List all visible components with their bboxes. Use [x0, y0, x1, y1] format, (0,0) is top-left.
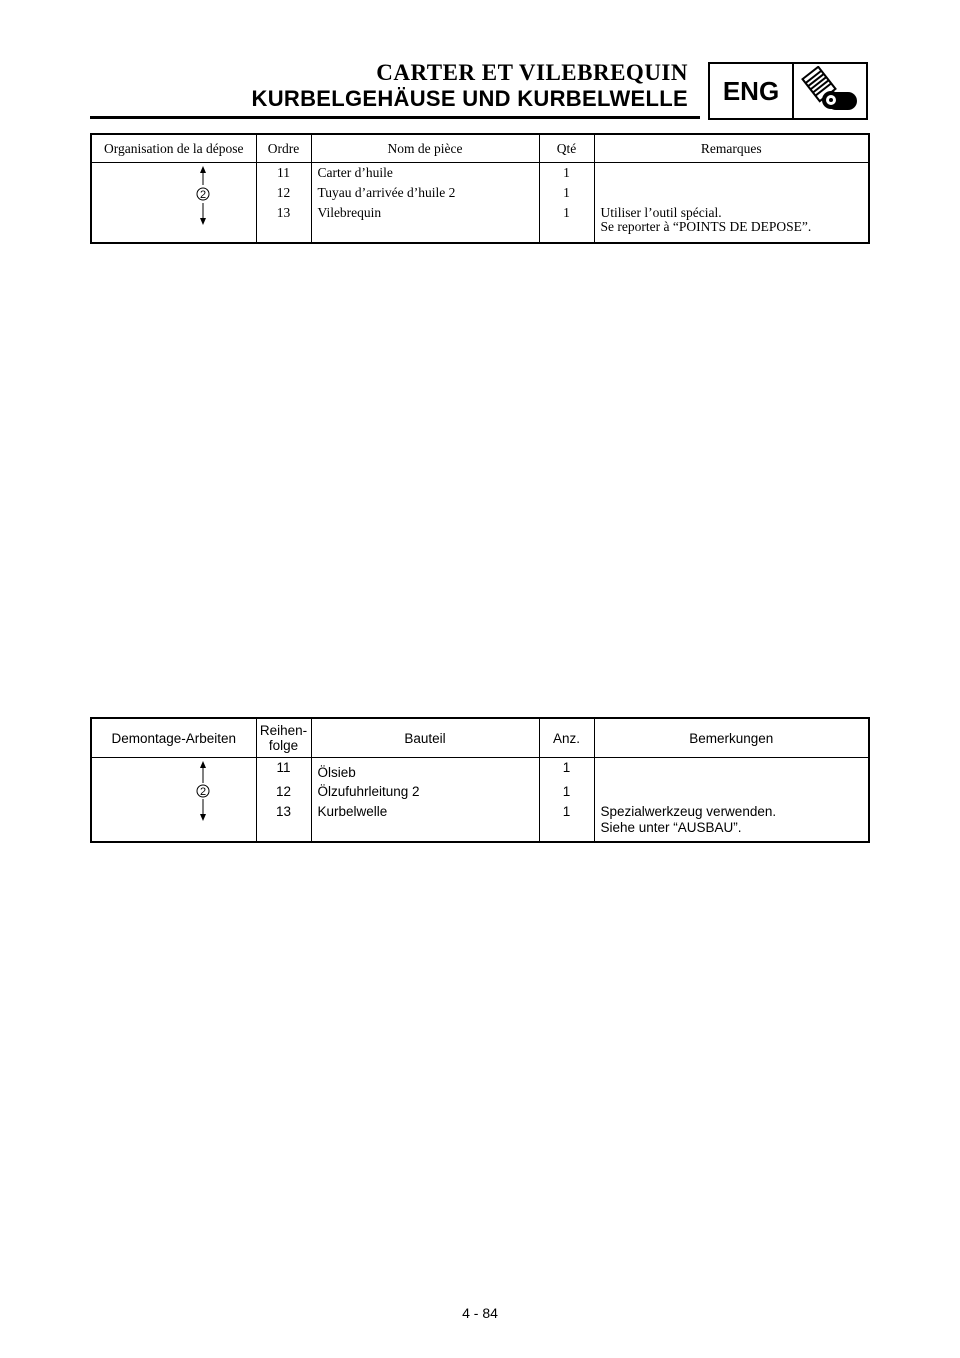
- remark-line: Utiliser l’outil spécial.: [600, 205, 722, 220]
- table-header-row: [91, 134, 869, 163]
- header-part-name: Nom de pièce: [311, 134, 539, 163]
- header-removal-order: Demontage-Arbeiten: [91, 718, 256, 758]
- part-name: Vilebrequin: [317, 205, 382, 220]
- quantity-value: 1: [563, 205, 570, 220]
- table-row: [91, 163, 869, 243]
- removal-group-cell: [91, 758, 256, 842]
- remark-line: [595, 760, 869, 782]
- section-badge: [708, 62, 868, 120]
- title-underline: [90, 116, 700, 119]
- remark-line: [595, 183, 869, 203]
- quantity-value: 1: [563, 185, 570, 200]
- remarks-cell: [594, 758, 869, 842]
- header-order-line-1: Reihen-: [259, 723, 308, 738]
- header-order: Ordre: [256, 134, 311, 163]
- remark-line: Se reporter à “POINTS DE DEPOSE”.: [600, 219, 812, 234]
- header-quantity: Qté: [539, 134, 594, 163]
- order-cell: [256, 758, 311, 842]
- order-value: 12: [275, 784, 292, 799]
- remarks-cell: [594, 163, 869, 243]
- range-arrow-icon: [92, 163, 257, 243]
- header-remarks: Bemerkungen: [594, 718, 869, 758]
- engine-piston-icon: [794, 64, 866, 118]
- part-name: Ölsieb: [317, 765, 356, 780]
- group-number-label: 2: [199, 189, 207, 201]
- parts-table-german: [90, 717, 870, 843]
- header-order-line-2: folge: [268, 738, 299, 753]
- table-row: [91, 758, 869, 842]
- group-number-label: 2: [199, 786, 207, 798]
- quantity-value: 1: [562, 804, 571, 819]
- remark-line: Spezialwerkzeug verwenden.: [600, 804, 777, 819]
- remark-line: [595, 163, 869, 183]
- remark-line: [595, 782, 869, 802]
- header-remarks: Remarques: [594, 134, 869, 163]
- section-badge-label: ENG: [710, 64, 794, 118]
- removal-group-cell: [91, 163, 256, 243]
- part-name: Carter d’huile: [317, 165, 393, 180]
- header-quantity: Anz.: [539, 718, 594, 758]
- quantity-cell: [539, 163, 594, 243]
- part-name-cell: [311, 758, 539, 842]
- page-title-french: CARTER ET VILEBREQUIN: [376, 60, 688, 85]
- table-header-row: [91, 718, 869, 758]
- order-value: 11: [277, 165, 290, 180]
- parts-table-french: [90, 133, 870, 244]
- page-number: 4 - 84: [462, 1305, 498, 1321]
- page-title-german: KURBELGEHÄUSE UND KURBELWELLE: [251, 86, 688, 111]
- order-value: 12: [276, 185, 291, 200]
- part-name-cell: [311, 163, 539, 243]
- remark-line: Siehe unter “AUSBAU”.: [600, 820, 742, 835]
- part-name: Tuyau d’arrivée d’huile 2: [317, 185, 456, 200]
- quantity-value: 1: [562, 760, 571, 775]
- quantity-value: 1: [562, 784, 571, 799]
- header-part-name: Bauteil: [311, 718, 539, 758]
- header-order: [256, 718, 311, 758]
- quantity-cell: [539, 758, 594, 842]
- header-removal-order: Organisation de la dépose: [91, 134, 256, 163]
- quantity-value: 1: [563, 165, 570, 180]
- order-cell: [256, 163, 311, 243]
- range-arrow-icon: [92, 758, 257, 842]
- part-name: Kurbelwelle: [317, 804, 388, 819]
- part-name: Ölzufuhrleitung 2: [317, 784, 420, 799]
- order-value: 11: [276, 760, 291, 775]
- order-value: 13: [275, 804, 292, 819]
- order-value: 13: [276, 205, 291, 220]
